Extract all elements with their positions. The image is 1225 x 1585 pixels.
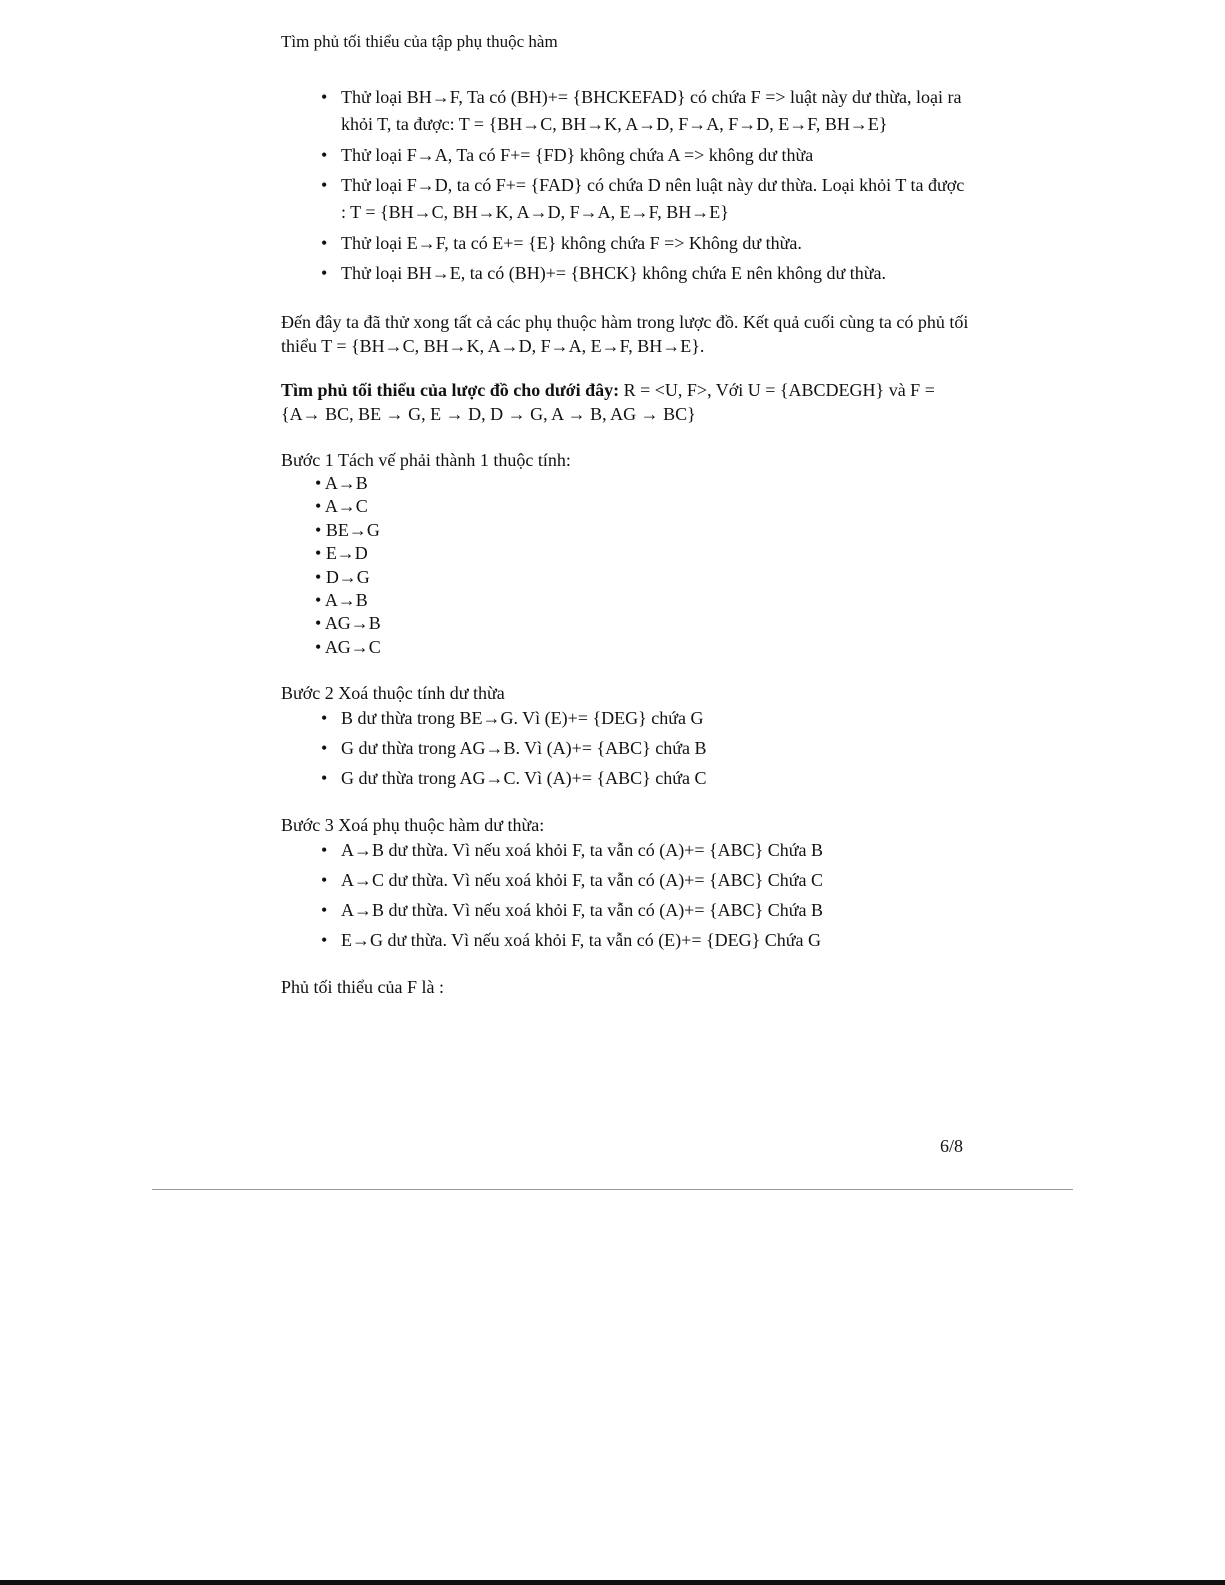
running-header: Tìm phủ tối thiểu của tập phụ thuộc hàm — [281, 32, 558, 51]
list-item: • AG→C — [315, 636, 973, 659]
list-item: • AG→B — [315, 612, 973, 635]
bottom-border — [0, 1580, 1225, 1585]
list-item: • G dư thừa trong AG→B. Vì (A)+= {ABC} chứa B — [321, 735, 973, 761]
conclusion-paragraph: Đến đây ta đã thử xong tất cả các phụ thuộc hàm trong lược đồ. Kết quả cuối cùng ta có phủ tối thiểu T = {BH→C, BH→K, A→D, F→A, E→F, BH→E}. — [281, 312, 969, 356]
page-content — [281, 84, 973, 999]
list-item: • A→B dư thừa. Vì nếu xoá khỏi F, ta vẫn có (A)+= {ABC} Chứa B — [321, 897, 973, 923]
list-item: • A→B — [315, 472, 973, 495]
step1-title: Bước 1 Tách vế phải thành 1 thuộc tính: — [281, 450, 571, 470]
list-item: • Thử loại F→A, Ta có F+= {FD} không chứa A => không dư thừa — [321, 142, 973, 168]
step2-title: Bước 2 Xoá thuộc tính dư thừa — [281, 683, 505, 704]
page-number: 6/8 — [940, 1136, 964, 1156]
list-item: • A→B dư thừa. Vì nếu xoá khỏi F, ta vẫn có (A)+= {ABC} Chứa B — [321, 837, 973, 863]
list-item: • BE→G — [315, 519, 973, 542]
list-item: • E→D — [315, 542, 973, 565]
list-item: • G dư thừa trong AG→C. Vì (A)+= {ABC} chứa C — [321, 765, 973, 791]
step2-list — [281, 705, 973, 791]
list-item: • B dư thừa trong BE→G. Vì (E)+= {DEG} chứa G — [321, 705, 973, 731]
problem-statement: R = <U, F>, Với U = {ABCDEGH} và F = {A→ BC, BE → G, E → D, D → G, A → B, AG → BC} — [281, 380, 935, 424]
list-item: • A→C dư thừa. Vì nếu xoá khỏi F, ta vẫn có (A)+= {ABC} Chứa C — [321, 867, 973, 893]
list-item: • Thử loại BH→E, ta có (BH)+= {BHCK} không chứa E nên không dư thừa. — [321, 260, 973, 286]
step1-list — [281, 472, 973, 659]
step3-title: Bước 3 Xoá phụ thuộc hàm dư thừa: — [281, 815, 545, 836]
list-item: • Thử loại F→D, ta có F+= {FAD} có chứa D nên luật này dư thừa. Loại khỏi T ta được : T = {BH→C, BH→K, A→D, F→A, E→F, BH→E} — [321, 172, 973, 226]
page-divider — [152, 1189, 1073, 1190]
problem-label: Tìm phủ tối thiểu của lược đồ cho dưới đây: — [281, 380, 620, 400]
result-intro: Phủ tối thiểu của F là : — [281, 977, 444, 998]
problem-paragraph — [281, 378, 973, 426]
step3-list — [281, 837, 973, 953]
redundancy-check-list — [281, 84, 973, 286]
list-item: • E→G dư thừa. Vì nếu xoá khỏi F, ta vẫn có (E)+= {DEG} Chứa G — [321, 927, 973, 953]
list-item: • D→G — [315, 566, 973, 589]
list-item: • Thử loại BH→F, Ta có (BH)+= {BHCKEFAD} có chứa F => luật này dư thừa, loại ra khỏi T, ta được: T = {BH→C, BH→K, A→D, F→A, F→D, E→F, BH→E} — [321, 84, 973, 138]
list-item: • Thử loại E→F, ta có E+= {E} không chứa F => Không dư thừa. — [321, 230, 973, 256]
list-item: • A→B — [315, 589, 973, 612]
list-item: • A→C — [315, 495, 973, 518]
